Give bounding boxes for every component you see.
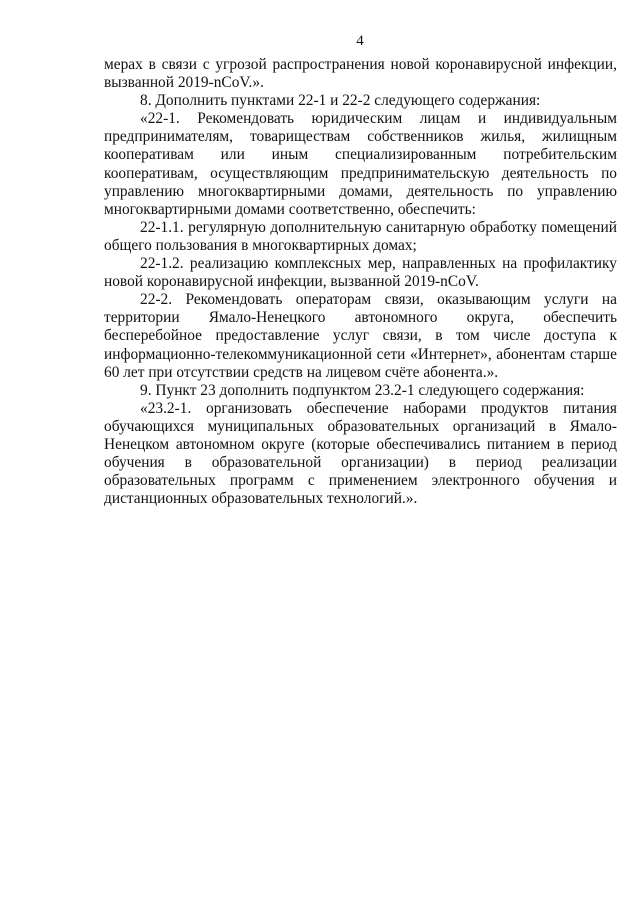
document-body (104, 56, 617, 508)
paragraph-item-22-1-2: 22-1.2. реализацию комплексных мер, направленных на профилактику новой коронавирусной инфекции, вызванной 2019-nCoV. (104, 255, 617, 291)
paragraph-item-22-2: 22-2. Рекомендовать операторам связи, оказывающим услуги на территории Ямало-Ненецкого автономного округа, обеспечить бесперебойное предоставление услуг связи, в том числе доступа к информационно-телекоммуникационной сети «Интернет», абонентам старше 60 лет при отсутствии средств на лицевом счёте абонента.». (104, 291, 617, 381)
paragraph-item-22-1: «22-1. Рекомендовать юридическим лицам и индивидуальным предпринимателям, товариществам собственников жилья, жилищным кооперативам или иным специализированным потребительским кооперативам, осуществляющим предпринимательскую деятельность по управлению многоквартирными домами, деятельность по управлению многоквартирными домами соответственно, обеспечить: (104, 110, 617, 218)
paragraph-item-8: 8. Дополнить пунктами 22-1 и 22-2 следующего содержания: (140, 92, 541, 110)
paragraph-item-22-1-1: 22-1.1. регулярную дополнительную санитарную обработку помещений общего пользования в многоквартирных домах; (104, 218, 617, 254)
paragraph-continuation: мерах в связи с угрозой распространения новой коронавирусной инфекции, вызванной 2019-nCoV.». (104, 56, 617, 92)
paragraph-item-23-2-1: «23.2-1. организовать обеспечение наборами продуктов питания обучающихся муниципальных образовательных организаций в Ямало-Ненецком автономном округе (которые обеспечивались питанием в период обучения в образовательной организации) в период реализации образовательных программ с применением электронного обучения и дистанционных образовательных технологий.». (104, 399, 617, 508)
paragraph-item-9: 9. Пункт 23 дополнить подпунктом 23.2-1 следующего содержания: (140, 381, 585, 399)
page-number: 4 (356, 33, 364, 49)
